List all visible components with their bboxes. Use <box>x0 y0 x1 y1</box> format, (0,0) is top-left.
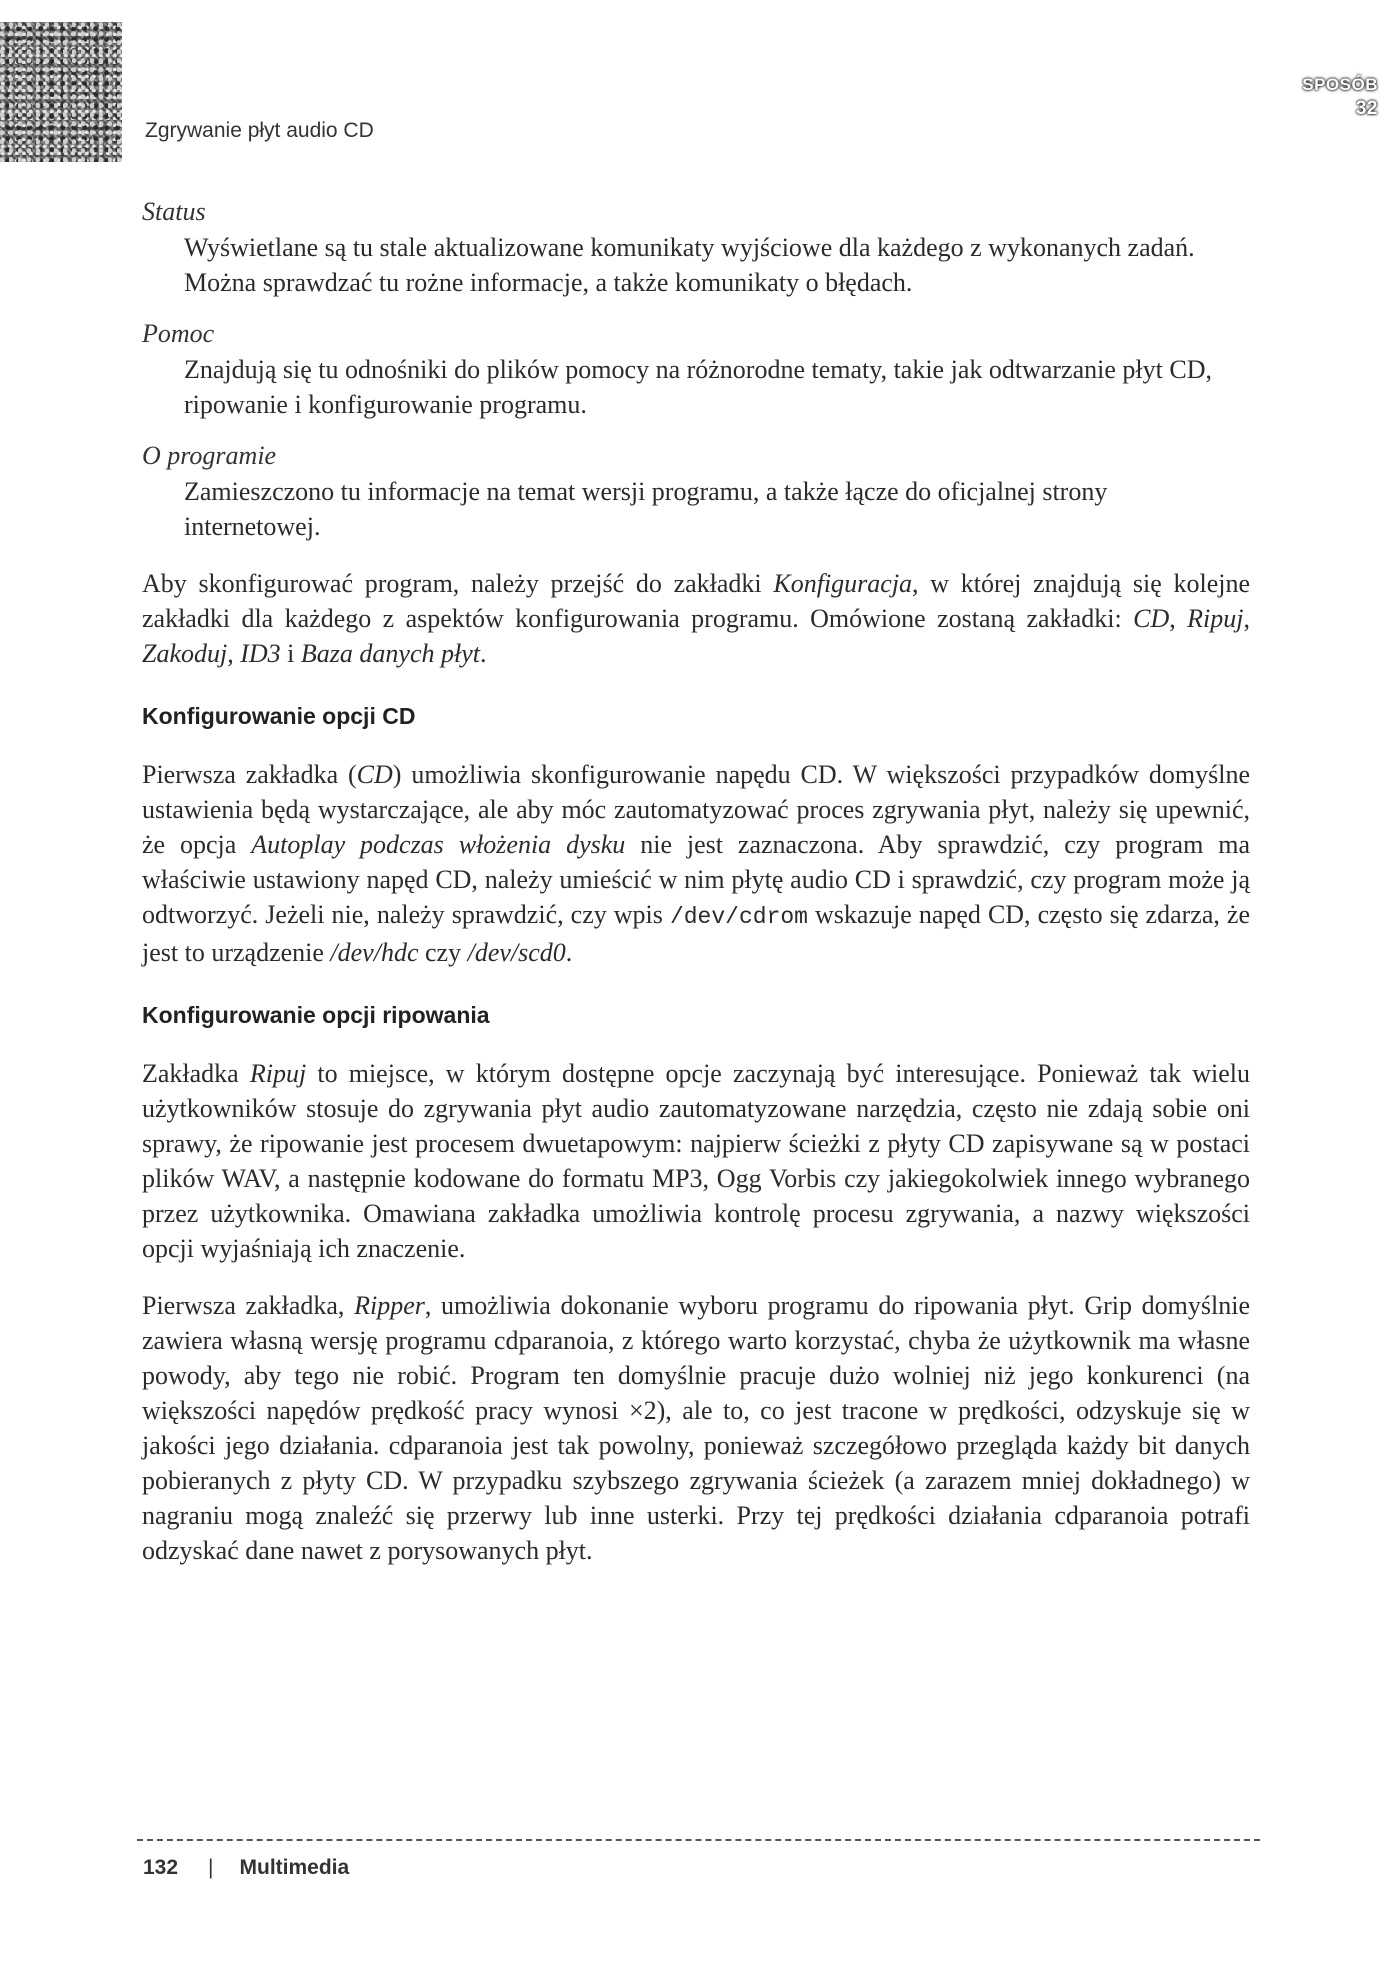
code-path: /dev/cdrom <box>669 904 808 930</box>
intro-paragraph: Aby skonfigurować program, należy przejść do zakładki Konfiguracja, w której znajdują się kolejne zakładki dla każdego z aspektów konfigurowania programu. Omówione zostaną zakładki: CD, Ripuj, Zakoduj, ID3 i Baza danych płyt. <box>142 569 1251 668</box>
section-heading-cd: Konfigurowanie opcji CD <box>142 703 416 729</box>
hack-badge-number: 32 <box>1355 98 1378 119</box>
running-head: Zgrywanie płyt audio CD <box>145 119 374 142</box>
hack-badge <box>0 22 122 162</box>
page-footer <box>143 1856 349 1880</box>
cd-paragraph: Pierwsza zakładka (CD) umożliwia skonfigurowanie napędu CD. W większości przypadków domyślne ustawienia będą wystarczające, ale aby móc zautomatyzować proces zgrywania płyt, należy się upewnić, że opcja Autoplay podczas włożenia dysku nie jest zaznaczona. Aby sprawdzić, czy program ma właściwie ustawiony napęd CD, należy umieścić w nim płytę audio CD i sprawdzić, czy program może ją odtworzyć. Jeżeli nie, należy sprawdzić, czy wpis /dev/cdrom wskazuje napęd CD, często się zdarza, że jest to urządzenie /dev/hdc czy /dev/scd0. <box>142 760 1250 967</box>
page-content <box>142 194 1250 1568</box>
footer-separator: | <box>208 1856 214 1879</box>
definition-term: Pomoc <box>142 319 215 348</box>
definition-term: Status <box>142 197 206 226</box>
hack-badge-label <box>1302 73 1378 121</box>
rip-paragraph-2: Pierwsza zakładka, Ripper, umożliwia dokonanie wyboru programu do ripowania płyt. Grip domyślnie zawiera własną wersję programu cdparanoia, z którego warto korzystać, chyba że użytkownik ma własne powody, aby tego nie robić. Program ten domyślnie pracuje dużo wolniej niż jego konkurenci (na większości napędów prędkość pracy wynosi ×2), ale to, co jest tracone w prędkości, odzyskuje się w jakości jego działania. cdparanoia jest tak powolny, ponieważ szczegółowo przegląda każdy bit danych pobieranych z płyty CD. W przypadku szybszego zgrywania ścieżek (a zarazem mniej dokładnego) w nagraniu mogą znaleźć się przerwy lub inne usterki. Przy tej prędkości działania cdparanoia potrafi odzyskać dane nawet z porysowanych płyt. <box>142 1291 1250 1565</box>
rip-paragraph-1: Zakładka Ripuj to miejsce, w którym dostępne opcje zaczynają być interesujące. Ponieważ tak wielu użytkowników stosuje do zgrywania płyt audio zautomatyzowane narzędzia, często nie zdają sobie oni sprawy, że ripowanie jest procesem dwuetapowym: najpierw ścieżki z płyty CD zapisywane są w postaci plików WAV, a następnie kodowane do formatu MP3, Ogg Vorbis czy jakiegokolwiek innego wybranego przez użytkownika. Omawiana zakładka umożliwia kontrolę procesu zgrywania, a nazwy większości opcji wyjaśniają ich znaczenie. <box>142 1059 1250 1263</box>
definition-term: O programie <box>142 441 277 470</box>
footer-divider <box>137 1839 1260 1841</box>
chapter-name: Multimedia <box>239 1856 350 1879</box>
hack-badge-word: SPOSÓB <box>1302 75 1378 94</box>
definition-desc: Znajdują się tu odnośniki do plików pomocy na różnorodne tematy, takie jak odtwarzanie płyt CD, ripowanie i konfigurowanie programu. <box>184 355 1212 419</box>
definition-desc: Zamieszczono tu informacje na temat wersji programu, a także łącze do oficjalnej strony internetowej. <box>184 477 1108 541</box>
section-heading-rip: Konfigurowanie opcji ripowania <box>142 1002 490 1028</box>
definition-desc: Wyświetlane są tu stale aktualizowane komunikaty wyjściowe dla każdego z wykonanych zadań. Można sprawdzać tu rożne informacje, a także komunikaty o błędach. <box>184 233 1195 297</box>
page-number: 132 <box>143 1856 179 1879</box>
